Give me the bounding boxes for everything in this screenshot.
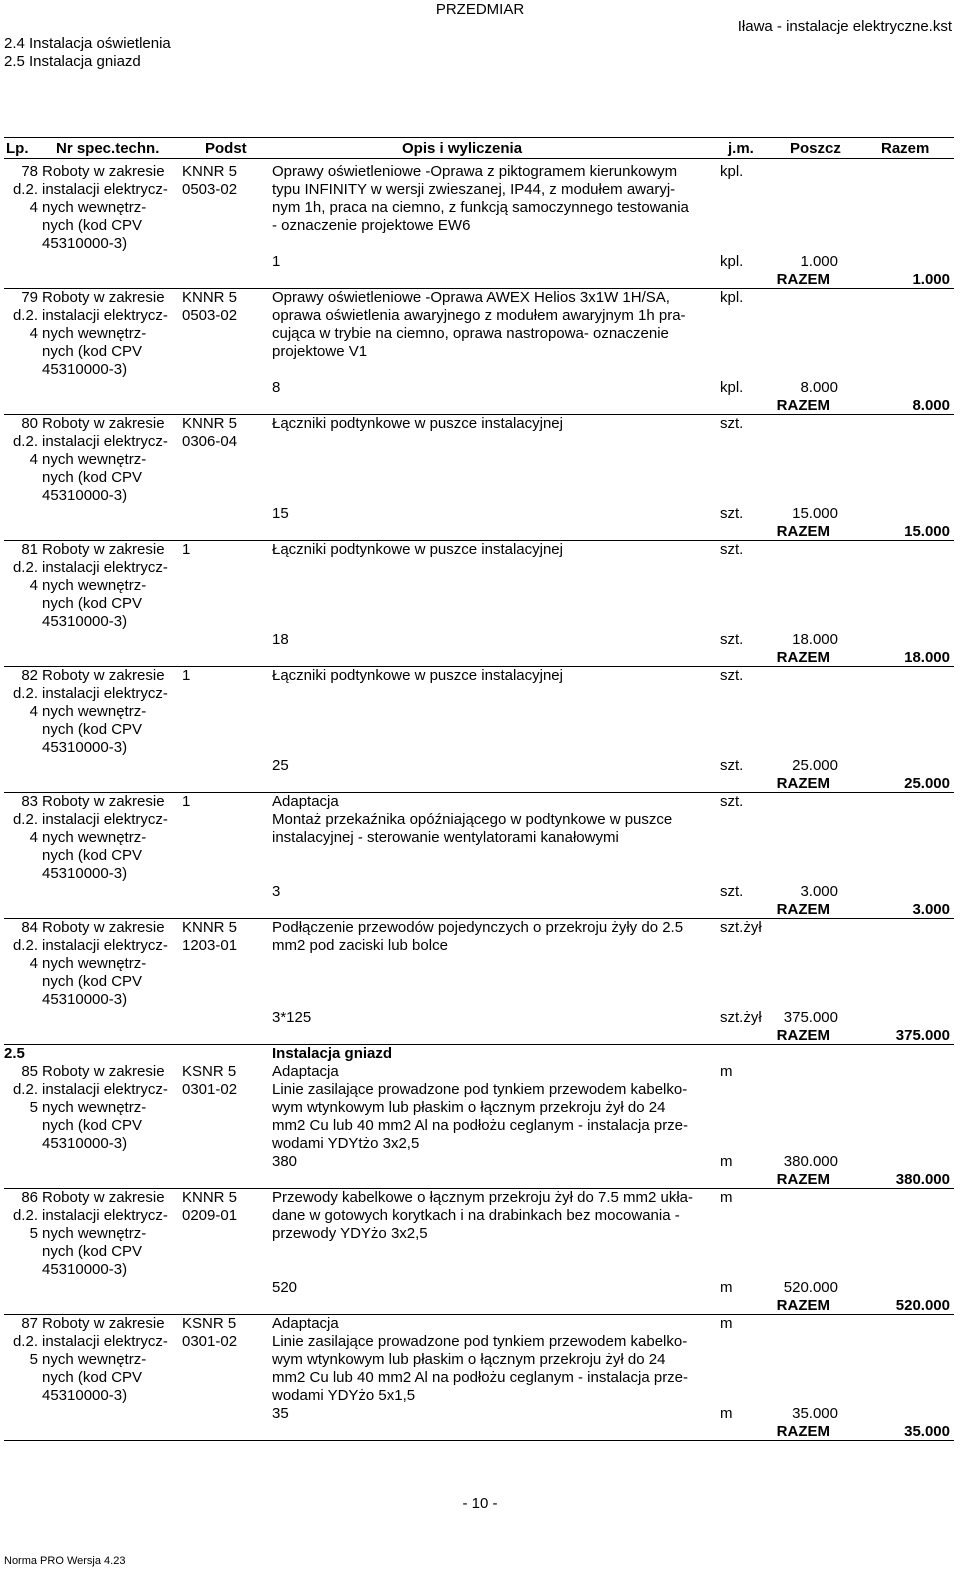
quantity-result: 8.000 — [800, 379, 838, 396]
item-description — [272, 667, 712, 685]
table-top-rule — [4, 137, 954, 138]
section-title: Instalacja gniazd — [272, 1045, 393, 1062]
table-row — [0, 793, 960, 919]
quantity-result: 35.000 — [792, 1405, 838, 1422]
podst-line: 1 — [182, 541, 191, 558]
quantity-expression: 18 — [272, 631, 289, 648]
spec-line: instalacji elektrycz- — [42, 811, 168, 828]
item-unit: szt. — [720, 415, 744, 432]
razem-label: RAZEM — [776, 1027, 830, 1044]
item-number: 82 — [21, 667, 38, 684]
item-lp — [4, 1315, 38, 1369]
spec-line: Roboty w zakresie — [42, 1315, 165, 1332]
razem-label: RAZEM — [776, 271, 830, 288]
item-sub: d.2. — [12, 1207, 38, 1224]
razem-value: 380.000 — [895, 1171, 950, 1188]
description-line: instalacyjnej - sterowanie wentylatorami kanałowymi — [272, 829, 619, 846]
item-sub: d.2. — [12, 433, 38, 450]
table-row — [0, 1189, 960, 1315]
item-unit: szt. — [720, 793, 744, 810]
item-unit: kpl. — [720, 163, 744, 180]
quantity-unit: m — [720, 1279, 733, 1296]
podst-line: KNNR 5 — [182, 289, 238, 306]
quantity-unit: szt.żył — [720, 1009, 762, 1026]
spec-line: nych (kod CPV — [42, 469, 143, 486]
quantity-expression: 3 — [272, 883, 281, 900]
description-line: typu INFINITY w wersji zwieszanej, IP44, z modułem awaryj- — [272, 181, 676, 198]
podst-line: KNNR 5 — [182, 919, 238, 936]
table-row — [0, 667, 960, 793]
spec-line: Roboty w zakresie — [42, 415, 165, 432]
item-sub: 4 — [29, 829, 38, 846]
spec-line: 45310000-3) — [42, 613, 128, 630]
header-section-line: 2.4 Instalacja oświetlenia — [4, 35, 171, 52]
podst-line: 0209-01 — [182, 1207, 238, 1224]
razem-label: RAZEM — [776, 775, 830, 792]
item-podst — [182, 163, 266, 199]
item-podst — [182, 1315, 266, 1351]
description-line: - oznaczenie projektowe EW6 — [272, 217, 471, 234]
spec-line: 45310000-3) — [42, 1261, 128, 1278]
description-line: Łączniki podtynkowe w puszce instalacyjnej — [272, 541, 563, 558]
spec-line: nych (kod CPV — [42, 217, 143, 234]
razem-label: RAZEM — [776, 523, 830, 540]
item-spec — [42, 289, 178, 379]
spec-line: nych (kod CPV — [42, 1243, 143, 1260]
spec-line: nych wewnętrz- — [42, 1351, 147, 1368]
item-description — [272, 163, 712, 235]
razem-value: 18.000 — [904, 649, 950, 666]
item-number: 85 — [21, 1063, 38, 1080]
spec-line: instalacji elektrycz- — [42, 1207, 168, 1224]
quantity-expression: 15 — [272, 505, 289, 522]
item-podst — [182, 1189, 266, 1225]
description-line: mm2 Cu lub 40 mm2 Al na podłożu ceglanym - instalacja prze- — [272, 1369, 689, 1386]
quantity-unit: szt. — [720, 757, 744, 774]
row-separator — [4, 1440, 954, 1441]
spec-line: nych wewnętrz- — [42, 1099, 147, 1116]
item-sub: d.2. — [12, 307, 38, 324]
item-sub: d.2. — [12, 1333, 38, 1350]
quantity-result: 18.000 — [792, 631, 838, 648]
item-description — [272, 793, 712, 847]
item-sub: d.2. — [12, 181, 38, 198]
quantity-expression: 3*125 — [272, 1009, 312, 1026]
description-line: Montaż przekaźnika opóźniającego w podtynkowe w puszce — [272, 811, 673, 828]
description-line: przewody YDYżo 3x2,5 — [272, 1225, 428, 1242]
quantity-result: 15.000 — [792, 505, 838, 522]
description-line: wodami YDYtżo 3x2,5 — [272, 1135, 420, 1152]
table-header-rule — [4, 158, 954, 159]
item-lp — [4, 1189, 38, 1243]
table-row — [0, 1063, 960, 1189]
table-header — [0, 140, 960, 158]
item-lp — [4, 541, 38, 595]
spec-line: 45310000-3) — [42, 235, 128, 252]
item-sub: 5 — [29, 1225, 38, 1242]
description-line: wym wtynkowym lub płaskim o łącznym przekroju żył do 24 — [272, 1099, 666, 1116]
col-lp: Lp. — [6, 140, 29, 157]
item-unit: m — [720, 1189, 733, 1206]
table-row — [0, 541, 960, 667]
spec-line: 45310000-3) — [42, 739, 128, 756]
item-lp — [4, 415, 38, 469]
spec-line: Roboty w zakresie — [42, 163, 165, 180]
razem-value: 25.000 — [904, 775, 950, 792]
item-description — [272, 1189, 712, 1243]
item-sub: 4 — [29, 955, 38, 972]
podst-line: 0301-02 — [182, 1333, 238, 1350]
table-row — [0, 415, 960, 541]
item-number: 83 — [21, 793, 38, 810]
page-number: - 10 - — [462, 1495, 498, 1512]
quantity-unit: szt. — [720, 883, 744, 900]
spec-line: nych (kod CPV — [42, 343, 143, 360]
spec-line: instalacji elektrycz- — [42, 937, 168, 954]
spec-line: Roboty w zakresie — [42, 1063, 165, 1080]
item-lp — [4, 919, 38, 973]
header-section-line: 2.5 Instalacja gniazd — [4, 53, 141, 70]
spec-line: instalacji elektrycz- — [42, 307, 168, 324]
section-number: 2.5 — [4, 1045, 25, 1062]
podst-line: KSNR 5 — [182, 1315, 237, 1332]
spec-line: 45310000-3) — [42, 1135, 128, 1152]
item-lp — [4, 1063, 38, 1117]
item-sub: 4 — [29, 199, 38, 216]
item-unit: szt.żył — [720, 919, 762, 936]
item-description — [272, 415, 712, 433]
col-poszcz: Poszcz — [790, 140, 841, 157]
razem-value: 520.000 — [895, 1297, 950, 1314]
item-unit: m — [720, 1315, 733, 1332]
razem-value: 3.000 — [912, 901, 950, 918]
podst-line: 1 — [182, 667, 191, 684]
spec-line: nych wewnętrz- — [42, 703, 147, 720]
description-line: mm2 Cu lub 40 mm2 Al na podłożu ceglanym - instalacja prze- — [272, 1117, 689, 1134]
spec-line: Roboty w zakresie — [42, 919, 165, 936]
spec-line: nych wewnętrz- — [42, 325, 147, 342]
item-lp — [4, 289, 38, 343]
item-unit: kpl. — [720, 289, 744, 306]
item-spec — [42, 667, 178, 757]
item-sub: 4 — [29, 703, 38, 720]
quantity-result: 25.000 — [792, 757, 838, 774]
description-line: Linie zasilające prowadzone pod tynkiem przewodem kabelko- — [272, 1081, 688, 1098]
item-podst — [182, 289, 266, 325]
spec-line: Roboty w zakresie — [42, 1189, 165, 1206]
description-line: Podłączenie przewodów pojedynczych o przekroju żyły do 2.5 — [272, 919, 684, 936]
item-lp — [4, 163, 38, 217]
item-number: 84 — [21, 919, 38, 936]
podst-line: KNNR 5 — [182, 1189, 238, 1206]
razem-value: 35.000 — [904, 1423, 950, 1440]
podst-line: KNNR 5 — [182, 163, 238, 180]
spec-line: nych (kod CPV — [42, 1369, 143, 1386]
description-line: Oprawy oświetleniowe -Oprawa z piktogramem kierunkowym — [272, 163, 678, 180]
item-number: 79 — [21, 289, 38, 306]
quantity-result: 3.000 — [800, 883, 838, 900]
spec-line: nych wewnętrz- — [42, 1225, 147, 1242]
description-line: dane w gotowych korytkach i na drabinkach bez mocowania - — [272, 1207, 680, 1224]
description-line: Adaptacja — [272, 1315, 339, 1332]
podst-line: KSNR 5 — [182, 1063, 237, 1080]
spec-line: nych (kod CPV — [42, 595, 143, 612]
spec-line: instalacji elektrycz- — [42, 433, 168, 450]
spec-line: Roboty w zakresie — [42, 289, 165, 306]
spec-line: instalacji elektrycz- — [42, 181, 168, 198]
spec-line: nych (kod CPV — [42, 973, 143, 990]
spec-line: Roboty w zakresie — [42, 667, 165, 684]
description-line: mm2 pod zaciski lub bolce — [272, 937, 448, 954]
section-heading — [0, 1045, 960, 1063]
spec-line: instalacji elektrycz- — [42, 685, 168, 702]
razem-value: 1.000 — [912, 271, 950, 288]
col-razem: Razem — [881, 140, 930, 157]
spec-line: 45310000-3) — [42, 361, 128, 378]
description-line: Przewody kabelkowe o łącznym przekroju żył do 7.5 mm2 ukła- — [272, 1189, 694, 1206]
cost-items-table — [0, 163, 960, 1441]
quantity-unit: m — [720, 1405, 733, 1422]
item-number: 80 — [21, 415, 38, 432]
item-number: 86 — [21, 1189, 38, 1206]
item-sub: d.2. — [12, 937, 38, 954]
description-line: projektowe V1 — [272, 343, 368, 360]
item-podst — [182, 793, 266, 811]
quantity-expression: 380 — [272, 1153, 298, 1170]
item-podst — [182, 541, 266, 559]
spec-line: 45310000-3) — [42, 991, 128, 1008]
razem-label: RAZEM — [776, 1171, 830, 1188]
table-row — [0, 1315, 960, 1441]
quantity-result: 520.000 — [783, 1279, 838, 1296]
razem-label: RAZEM — [776, 901, 830, 918]
description-line: wym wtynkowym lub płaskim o łącznym przekroju żył do 24 — [272, 1351, 666, 1368]
item-sub: 4 — [29, 577, 38, 594]
item-sub: 4 — [29, 451, 38, 468]
spec-line: nych (kod CPV — [42, 721, 143, 738]
item-unit: m — [720, 1063, 733, 1080]
razem-value: 375.000 — [895, 1027, 950, 1044]
spec-line: 45310000-3) — [42, 865, 128, 882]
item-spec — [42, 1315, 178, 1405]
spec-line: nych wewnętrz- — [42, 199, 147, 216]
item-description — [272, 289, 712, 361]
item-podst — [182, 919, 266, 955]
item-sub: d.2. — [12, 685, 38, 702]
item-unit: szt. — [720, 541, 744, 558]
quantity-unit: kpl. — [720, 253, 744, 270]
item-number: 87 — [21, 1315, 38, 1332]
description-line: Adaptacja — [272, 1063, 339, 1080]
item-description — [272, 541, 712, 559]
quantity-unit: szt. — [720, 505, 744, 522]
quantity-expression: 35 — [272, 1405, 289, 1422]
item-sub: d.2. — [12, 1081, 38, 1098]
document-type: PRZEDMIAR — [435, 1, 525, 18]
col-opis: Opis i wyliczenia — [402, 140, 523, 157]
podst-line: KNNR 5 — [182, 415, 238, 432]
item-spec — [42, 163, 178, 253]
spec-line: nych wewnętrz- — [42, 451, 147, 468]
razem-value: 15.000 — [904, 523, 950, 540]
podst-line: 1 — [182, 793, 191, 810]
table-row — [0, 919, 960, 1045]
podst-line: 0306-04 — [182, 433, 238, 450]
item-unit: szt. — [720, 667, 744, 684]
podst-line: 0503-02 — [182, 307, 238, 324]
item-sub: d.2. — [12, 559, 38, 576]
description-line: Adaptacja — [272, 793, 339, 810]
item-lp — [4, 667, 38, 721]
item-spec — [42, 415, 178, 505]
item-sub: 5 — [29, 1351, 38, 1368]
quantity-expression: 8 — [272, 379, 281, 396]
podst-line: 1203-01 — [182, 937, 238, 954]
item-sub: 5 — [29, 1099, 38, 1116]
description-line: Łączniki podtynkowe w puszce instalacyjnej — [272, 667, 563, 684]
item-podst — [182, 415, 266, 451]
razem-label: RAZEM — [776, 649, 830, 666]
description-line: oprawa oświetlenia awaryjnego z modułem awaryjnym 1h pra- — [272, 307, 686, 324]
item-description — [272, 919, 712, 955]
spec-line: nych wewnętrz- — [42, 955, 147, 972]
quantity-result: 375.000 — [783, 1009, 838, 1026]
quantity-unit: szt. — [720, 631, 744, 648]
item-number: 81 — [21, 541, 38, 558]
podst-line: 0503-02 — [182, 181, 238, 198]
razem-value: 8.000 — [912, 397, 950, 414]
quantity-unit: m — [720, 1153, 733, 1170]
razem-label: RAZEM — [776, 1297, 830, 1314]
quantity-unit: kpl. — [720, 379, 744, 396]
spec-line: instalacji elektrycz- — [42, 1081, 168, 1098]
description-line: Łączniki podtynkowe w puszce instalacyjnej — [272, 415, 563, 432]
description-line: Linie zasilające prowadzone pod tynkiem przewodem kabelko- — [272, 1333, 688, 1350]
quantity-result: 1.000 — [800, 253, 838, 270]
razem-label: RAZEM — [776, 1423, 830, 1440]
item-spec — [42, 1063, 178, 1153]
col-spec: Nr spec.techn. — [56, 140, 160, 157]
description-line: nym 1h, praca na ciemno, z funkcją samoczynnego testowania — [272, 199, 689, 216]
item-sub: d.2. — [12, 811, 38, 828]
description-line: cująca w trybie na ciemno, oprawa nastropowa- oznaczenie — [272, 325, 669, 342]
item-sub: 4 — [29, 325, 38, 342]
spec-line: nych (kod CPV — [42, 847, 143, 864]
spec-line: instalacji elektrycz- — [42, 559, 168, 576]
spec-line: 45310000-3) — [42, 487, 128, 504]
spec-line: nych wewnętrz- — [42, 577, 147, 594]
item-lp — [4, 793, 38, 847]
header-sections — [4, 35, 304, 71]
spec-line: Roboty w zakresie — [42, 541, 165, 558]
project-file-name: Iława - instalacje elektryczne.kst — [737, 18, 952, 35]
item-spec — [42, 793, 178, 883]
podst-line: 0301-02 — [182, 1081, 238, 1098]
table-row — [0, 289, 960, 415]
spec-line: nych wewnętrz- — [42, 829, 147, 846]
spec-line: Roboty w zakresie — [42, 793, 165, 810]
spec-line: instalacji elektrycz- — [42, 1333, 168, 1350]
item-podst — [182, 1063, 266, 1099]
item-description — [272, 1315, 712, 1405]
razem-label: RAZEM — [776, 397, 830, 414]
description-line: Oprawy oświetleniowe -Oprawa AWEX Helios 3x1W 1H/SA, — [272, 289, 670, 306]
item-podst — [182, 667, 266, 685]
item-number: 78 — [21, 163, 38, 180]
item-description — [272, 1063, 712, 1153]
table-row — [0, 163, 960, 289]
software-footer: Norma PRO Wersja 4.23 — [4, 1555, 126, 1567]
item-spec — [42, 541, 178, 631]
item-spec — [42, 919, 178, 1009]
item-spec — [42, 1189, 178, 1279]
quantity-result: 380.000 — [783, 1153, 838, 1170]
quantity-expression: 1 — [272, 253, 281, 270]
spec-line: nych (kod CPV — [42, 1117, 143, 1134]
description-line: wodami YDYżo 5x1,5 — [272, 1387, 416, 1404]
col-podst: Podst — [205, 140, 247, 157]
spec-line: 45310000-3) — [42, 1387, 128, 1404]
col-jm: j.m. — [728, 140, 754, 157]
quantity-expression: 25 — [272, 757, 289, 774]
quantity-expression: 520 — [272, 1279, 298, 1296]
